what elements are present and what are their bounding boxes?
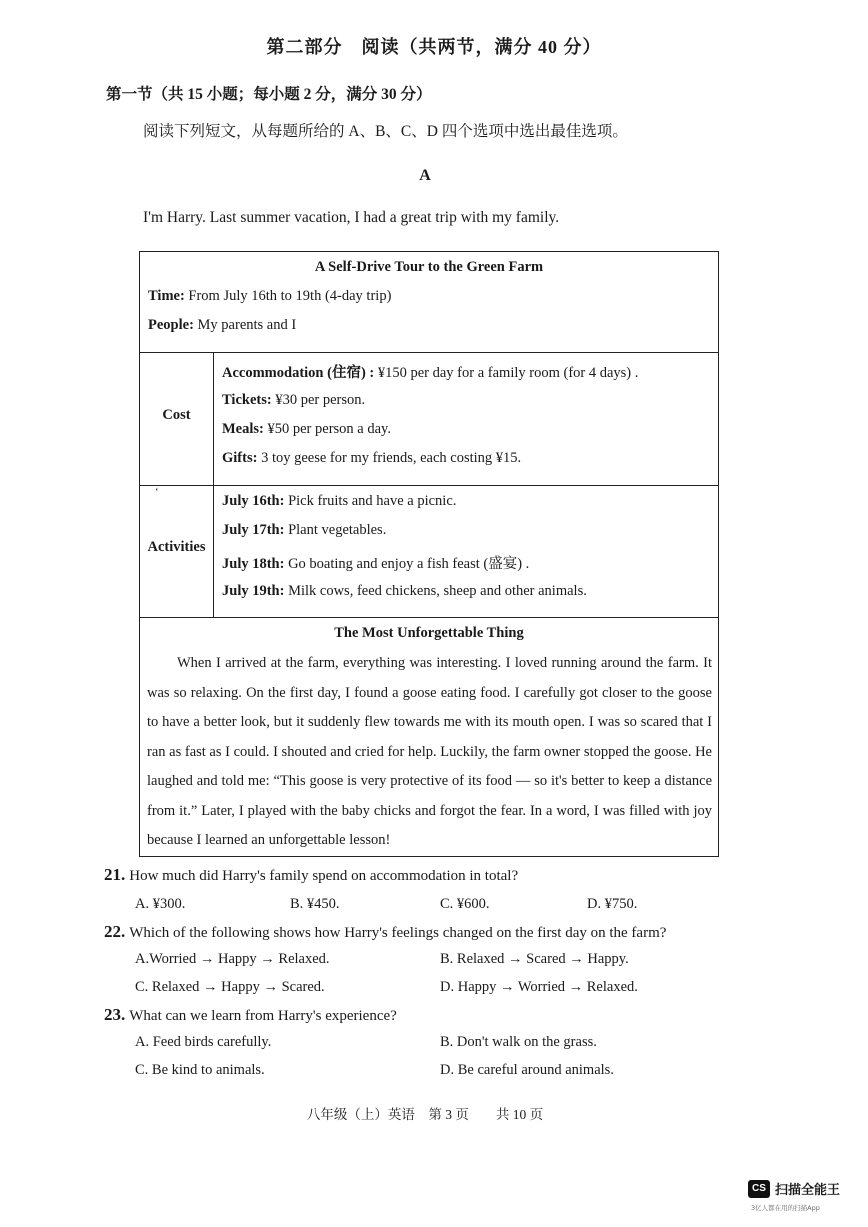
- activity-item: July 18th: Go boating and enjoy a fish feast (盛宴) .: [222, 556, 530, 572]
- instructions: 阅读下列短文，从每题所给的 A、B、C、D 四个选项中选出最佳选项。: [143, 123, 628, 140]
- people-line: [148, 317, 296, 334]
- option-c[interactable]: C. Be kind to animals.: [135, 1062, 265, 1078]
- people-label: People:: [148, 317, 194, 333]
- tour-title: A Self-Drive Tour to the Green Farm: [314, 259, 544, 275]
- watermark-name: 扫描全能王: [775, 1183, 841, 1198]
- cost-item: Gifts: 3 toy geese for my friends, each costing ¥15.: [222, 450, 522, 466]
- activity-item: July 19th: Milk cows, feed chickens, sheep and other animals.: [222, 583, 587, 599]
- page-footer: 八年级（上）英语 第 3 页 共 10 页: [306, 1107, 544, 1122]
- time-label: Time:: [148, 288, 185, 304]
- option-b[interactable]: B. ¥450.: [290, 896, 340, 912]
- section-title: 第一节（共 15 小题；每小题 2 分，满分 30 分）: [106, 86, 432, 103]
- divider: [140, 352, 718, 353]
- camscanner-watermark: [748, 1177, 858, 1217]
- option-d[interactable]: D. Happy → Worried → Relaxed.: [440, 979, 638, 995]
- camscanner-logo-icon: CS: [748, 1180, 770, 1198]
- people-value: My parents and I: [193, 317, 297, 333]
- option-a[interactable]: A.Worried → Happy → Relaxed.: [135, 951, 330, 967]
- option-b[interactable]: B. Relaxed → Scared → Happy.: [440, 951, 629, 967]
- option-a[interactable]: A. Feed birds carefully.: [135, 1034, 272, 1050]
- activities-label: Activities: [147, 539, 206, 555]
- story-text: When I arrived at the farm, everything was interesting. I loved running around the farm. It was so relaxing. On the first day, I found a goose eating food. I carefully got closer to the goose to have a better look, but it suddenly flew towards me with its mouth open. I was so scared that I ran as fast as I could. I shouted and cried for help. Luckily, the farm owner stopped the goose. He laughed and told me: “This goose is very protective of its food — so it's better to keep a distance from it.” Later, I played with the baby chicks and forgot the fear. In a word, I was filled with joy because I learned an unforgettable lesson!: [147, 655, 712, 848]
- option-c[interactable]: C. ¥600.: [440, 896, 490, 912]
- option-d[interactable]: D. Be careful around animals.: [440, 1062, 614, 1078]
- part-title: 第二部分 阅读（共两节，满分 40 分）: [266, 37, 602, 57]
- pen-mark: ‘: [155, 486, 159, 498]
- divider: [140, 485, 718, 486]
- question-21: 21. How much did Harry's family spend on accommodation in total?: [104, 865, 519, 884]
- passage-letter: A: [419, 167, 431, 184]
- time-value: From July 16th to 19th (4-day trip): [184, 288, 392, 304]
- cost-item: Accommodation (住宿) : ¥150 per day for a family room (for 4 days) .: [222, 365, 639, 381]
- question-23: 23. What can we learn from Harry's experience?: [104, 1005, 397, 1024]
- option-b[interactable]: B. Don't walk on the grass.: [440, 1034, 597, 1050]
- option-d[interactable]: D. ¥750.: [587, 896, 638, 912]
- watermark-tagline: 3亿人都在用的扫描App: [751, 1204, 820, 1212]
- option-a[interactable]: A. ¥300.: [135, 896, 186, 912]
- activity-item: July 16th: Pick fruits and have a picnic.: [222, 493, 457, 509]
- question-22: 22. Which of the following shows how Harry's feelings changed on the first day on the farm?: [104, 922, 667, 941]
- tour-info-card: [139, 251, 719, 857]
- story-title: The Most Unforgettable Thing: [334, 625, 524, 641]
- divider: [140, 617, 718, 618]
- activity-item: July 17th: Plant vegetables.: [222, 522, 387, 538]
- time-line: [148, 288, 391, 305]
- cost-label: Cost: [162, 407, 191, 423]
- option-c[interactable]: C. Relaxed → Happy → Scared.: [135, 979, 325, 995]
- passage-intro: I'm Harry. Last summer vacation, I had a great trip with my family.: [143, 209, 560, 226]
- cost-item: Tickets: ¥30 per person.: [222, 392, 366, 408]
- cost-item: Meals: ¥50 per person a day.: [222, 421, 391, 437]
